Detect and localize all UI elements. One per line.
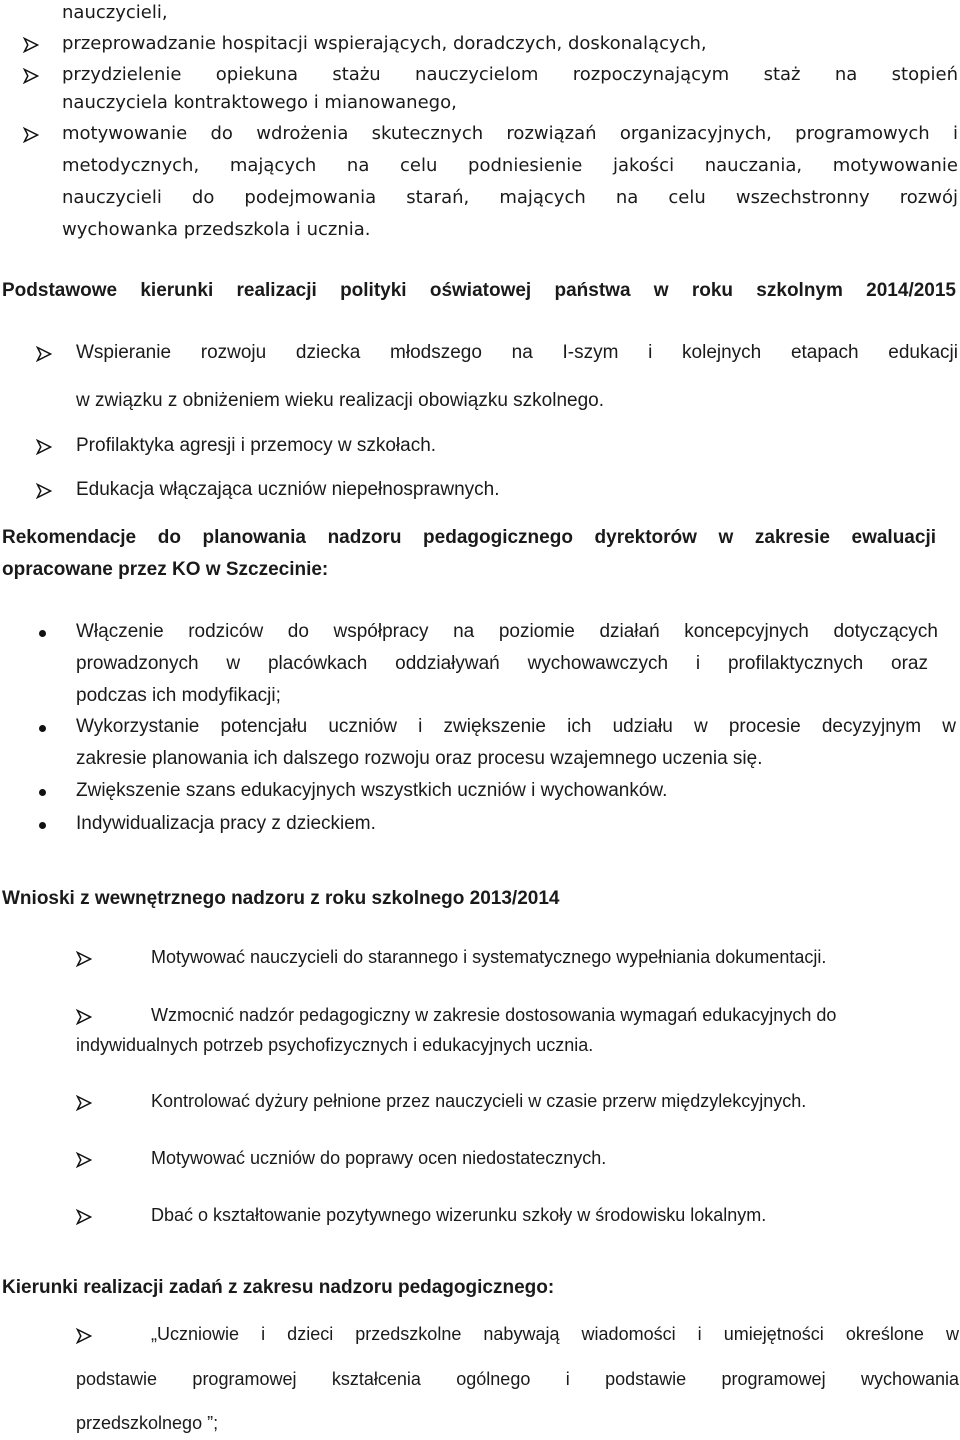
bullet-dot-icon: [39, 725, 46, 732]
list-item-line: podczas ich modyfikacji;: [76, 685, 281, 706]
list-item-line: w związku z obniżeniem wieku realizacji obowiązku szkolnego.: [76, 390, 605, 411]
list-item-line: metodycznych, mających na celu podniesienie jakości nauczania, motywowanie: [62, 155, 958, 176]
list-item-line: Profilaktyka agresji i przemocy w szkołach.: [76, 435, 437, 456]
arrow-bullet-icon: [36, 439, 52, 455]
arrow-bullet-icon: [76, 1152, 92, 1168]
list-item-line: Indywidualizacja pracy z dzieckiem.: [76, 813, 376, 834]
list-item-line: Dbać o kształtowanie pozytywnego wizerunku szkoły w środowisku lokalnym.: [151, 1205, 767, 1225]
bullet-dot-icon: [39, 630, 46, 637]
list-item-line: zakresie planowania ich dalszego rozwoju oraz procesu wzajemnego uczenia się.: [76, 748, 763, 769]
list-item-line: Kontrolować dyżury pełnione przez nauczycieli w czasie przerw międzylekcyjnych.: [151, 1091, 807, 1111]
list-item-line: Motywować nauczycieli do starannego i systematycznego wypełniania dokumentacji.: [151, 947, 827, 967]
list-item-line: Motywować uczniów do poprawy ocen niedostatecznych.: [151, 1148, 607, 1168]
list-item-line: przydzielenie opiekuna stażu nauczycielom rozpoczynającym staż na stopień: [62, 64, 958, 85]
section-heading: Wnioski z wewnętrznego nadzoru z roku szkolnego 2013/2014: [2, 888, 560, 909]
arrow-bullet-icon: [36, 483, 52, 499]
list-item-line: motywowanie do wdrożenia skutecznych rozwiązań organizacyjnych, programowych i: [62, 123, 958, 144]
arrow-bullet-icon: [76, 951, 92, 967]
arrow-bullet-icon: [23, 68, 39, 84]
list-item-line: Wykorzystanie potencjału uczniów i zwiększenie ich udziału w procesie decyzyjnym w: [76, 716, 956, 737]
list-item-line: Włączenie rodziców do współpracy na poziomie działań koncepcyjnych dotyczących: [76, 621, 938, 642]
list-item-line: Zwiększenie szans edukacyjnych wszystkich uczniów i wychowanków.: [76, 780, 668, 801]
section-heading: Podstawowe kierunki realizacji polityki oświatowej państwa w roku szkolnym 2014/2015: [2, 280, 956, 301]
list-item-line: przeprowadzanie hospitacji wspierających, doradczych, doskonalących,: [62, 33, 707, 54]
arrow-bullet-icon: [76, 1095, 92, 1111]
list-item-line: nauczyciela kontraktowego i mianowanego,: [62, 92, 457, 113]
list-item-line: wychowanka przedszkola i ucznia.: [62, 219, 371, 240]
list-item-line: Wspieranie rozwoju dziecka młodszego na I-szym i kolejnych etapach edukacji: [76, 342, 958, 363]
arrow-bullet-icon: [23, 37, 39, 53]
bullet-dot-icon: [39, 789, 46, 796]
section-heading: opracowane przez KO w Szczecinie:: [2, 559, 329, 580]
list-item-line: indywidualnych potrzeb psychofizycznych i edukacyjnych ucznia.: [76, 1035, 594, 1055]
list-item-line: Edukacja włączająca uczniów niepełnosprawnych.: [76, 479, 500, 500]
bullet-dot-icon: [39, 822, 46, 829]
arrow-bullet-icon: [23, 127, 39, 143]
list-item-line: Wzmocnić nadzór pedagogiczny w zakresie dostosowania wymagań edukacyjnych do: [151, 1005, 837, 1025]
section-heading: Kierunki realizacji zadań z zakresu nadzoru pedagogicznego:: [2, 1277, 555, 1298]
list-item-line: nauczycieli do podejmowania starań, mających na celu wszechstronny rozwój: [62, 187, 958, 208]
list-item-line: podstawie programowej kształcenia ogólnego i podstawie programowej wychowania: [76, 1369, 959, 1389]
section-heading: Rekomendacje do planowania nadzoru pedagogicznego dyrektorów w zakresie ewaluacji: [2, 527, 936, 548]
arrow-bullet-icon: [76, 1328, 92, 1344]
text-line: nauczycieli,: [62, 2, 168, 23]
arrow-bullet-icon: [36, 346, 52, 362]
list-item-line: „Uczniowie i dzieci przedszkolne nabywają wiadomości i umiejętności określone w: [151, 1324, 959, 1344]
list-item-line: prowadzonych w placówkach oddziaływań wychowawczych i profilaktycznych oraz: [76, 653, 928, 674]
list-item-line: przedszkolnego ”;: [76, 1413, 219, 1433]
arrow-bullet-icon: [76, 1209, 92, 1225]
arrow-bullet-icon: [76, 1009, 92, 1025]
